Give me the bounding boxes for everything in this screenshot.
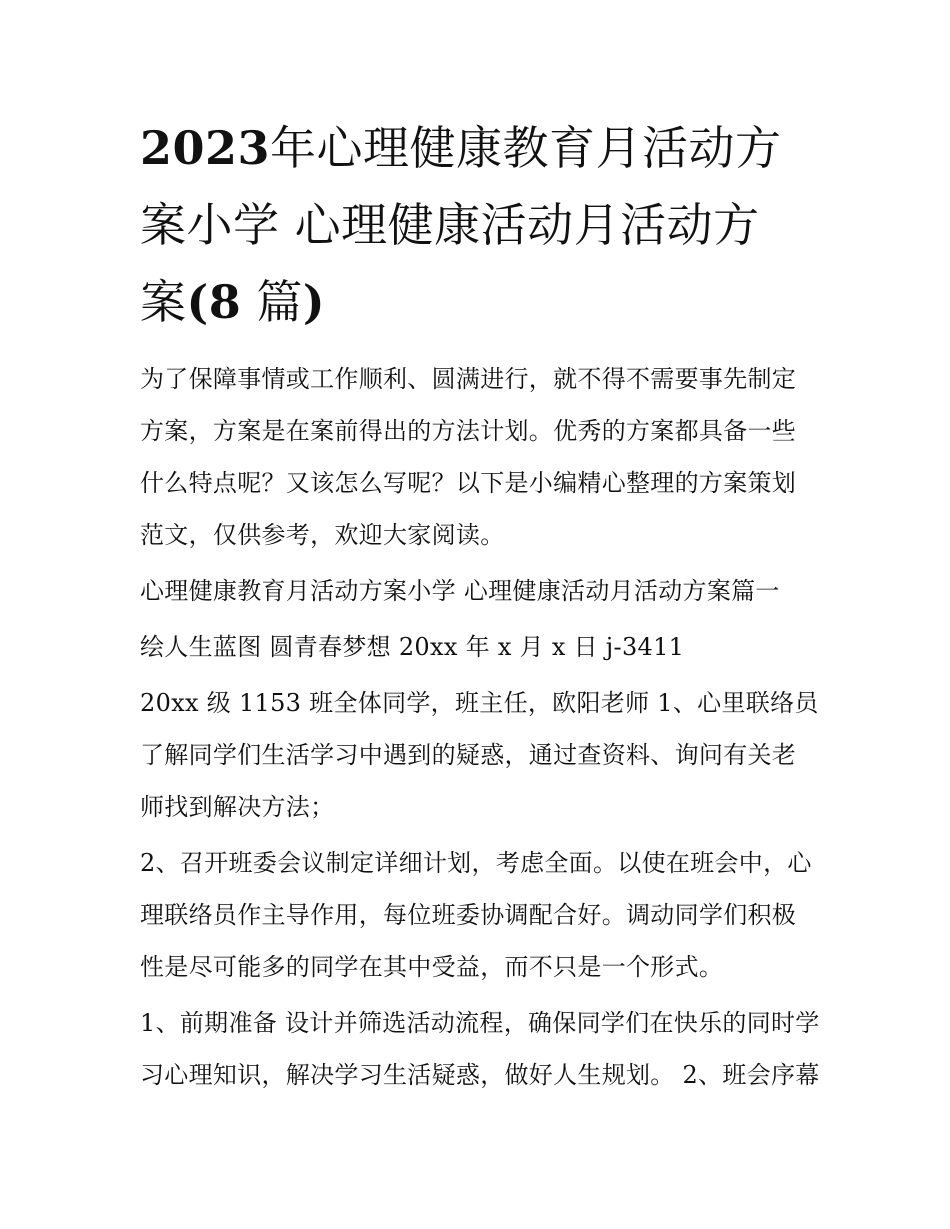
document-title — [140, 110, 820, 341]
preparation-paragraph: 1、前期准备 设计并筛选活动流程，确保同学们在快乐的同时学习心理知识，解决学习生活疑惑，做好人生规划。 2、班会序幕 — [140, 1009, 820, 1089]
title-line-3-num: (8 — [186, 275, 242, 329]
title-line-3-mid: 篇 — [241, 275, 303, 329]
theme-line: 绘人生蓝图 圆青春梦想 20xx 年 x 月 x 日 j-3411 — [140, 633, 685, 661]
title-line-2: 案小学 心理健康活动月活动方 — [140, 198, 760, 252]
document-body — [140, 353, 820, 1101]
title-line-3-pre: 案 — [140, 275, 187, 329]
document-page — [140, 110, 820, 1101]
participants-paragraph: 20xx 级 1153 班全体同学，班主任，欧阳老师 1、心里联络员了解同学们生活学习中遇到的疑惑，通过查资料、询问有关老师找到解决方法； — [140, 689, 819, 821]
title-year: 2023 — [140, 121, 271, 175]
section-heading: 心理健康教育月活动方案小学 心理健康活动月活动方案篇一 — [140, 577, 780, 605]
intro-paragraph: 为了保障事情或工作顺利、圆满进行，就不得不需要事先制定方案，方案是在案前得出的方法计划。优秀的方案都具备一些什么特点呢？又该怎么写呢？以下是小编精心整理的方案策划范文，仅供参考，欢迎大家阅读。 — [140, 365, 797, 549]
meeting-paragraph: 2、召开班委会议制定详细计划，考虑全面。以使在班会中，心理联络员作主导作用，每位班委协调配合好。调动同学们积极性是尽可能多的同学在其中受益，而不只是一个形式。 — [140, 849, 812, 981]
title-line-3-end: ) — [302, 275, 326, 329]
title-line-1: 年心理健康教育月活动方 — [270, 121, 782, 175]
